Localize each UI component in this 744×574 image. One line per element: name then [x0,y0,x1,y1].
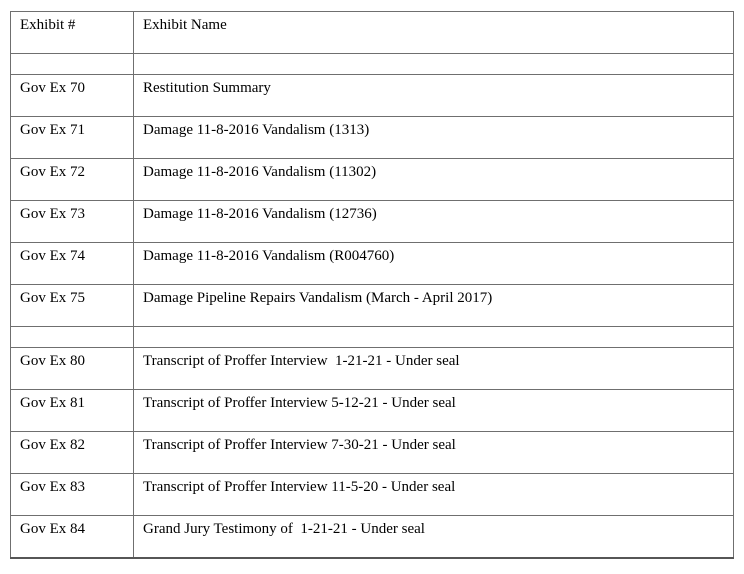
exhibit-number-cell: Gov Ex 81 [11,390,134,432]
exhibit-name-cell: Damage 11-8-2016 Vandalism (12736) [134,201,734,243]
exhibit-name-cell [134,327,734,348]
exhibit-name-cell [134,54,734,75]
exhibit-name-cell: Transcript of Proffer Interview 11-5-20 - Under seal [134,474,734,516]
exhibit-number-cell: Gov Ex 72 [11,159,134,201]
table-row-spacer [11,54,734,75]
table-row [11,201,734,243]
exhibit-name-cell: Damage 11-8-2016 Vandalism (11302) [134,159,734,201]
table-row [11,390,734,432]
exhibit-table [10,11,734,559]
table-header-row [11,12,734,54]
exhibit-name-cell: Restitution Summary [134,75,734,117]
exhibit-number-cell: Gov Ex 71 [11,117,134,159]
exhibit-number-cell: Gov Ex 80 [11,348,134,390]
exhibit-name-cell: Damage 11-8-2016 Vandalism (R004760) [134,243,734,285]
column-header-exhibit-number: Exhibit # [11,12,134,54]
exhibit-name-cell: Transcript of Proffer Interview 5-12-21 - Under seal [134,390,734,432]
exhibit-number-cell: Gov Ex 75 [11,285,134,327]
table-row-spacer [11,327,734,348]
table-row [11,75,734,117]
table-row [11,348,734,390]
exhibit-name-cell: Grand Jury Testimony of 1-21-21 - Under seal [134,516,734,558]
table-row [11,432,734,474]
exhibit-number-cell [11,327,134,348]
table-row [11,474,734,516]
exhibit-number-cell: Gov Ex 84 [11,516,134,558]
table-row [11,159,734,201]
exhibit-name-cell: Damage Pipeline Repairs Vandalism (March - April 2017) [134,285,734,327]
table-row [11,516,734,558]
exhibit-number-cell: Gov Ex 73 [11,201,134,243]
exhibit-number-cell: Gov Ex 70 [11,75,134,117]
exhibit-number-cell: Gov Ex 83 [11,474,134,516]
table-row [11,117,734,159]
column-header-exhibit-name: Exhibit Name [134,12,734,54]
exhibit-name-cell: Damage 11-8-2016 Vandalism (1313) [134,117,734,159]
exhibit-name-cell: Transcript of Proffer Interview 7-30-21 - Under seal [134,432,734,474]
exhibit-number-cell [11,54,134,75]
exhibit-name-cell: Transcript of Proffer Interview 1-21-21 - Under seal [134,348,734,390]
table-row [11,285,734,327]
exhibit-number-cell: Gov Ex 82 [11,432,134,474]
exhibit-number-cell: Gov Ex 74 [11,243,134,285]
table-row [11,243,734,285]
